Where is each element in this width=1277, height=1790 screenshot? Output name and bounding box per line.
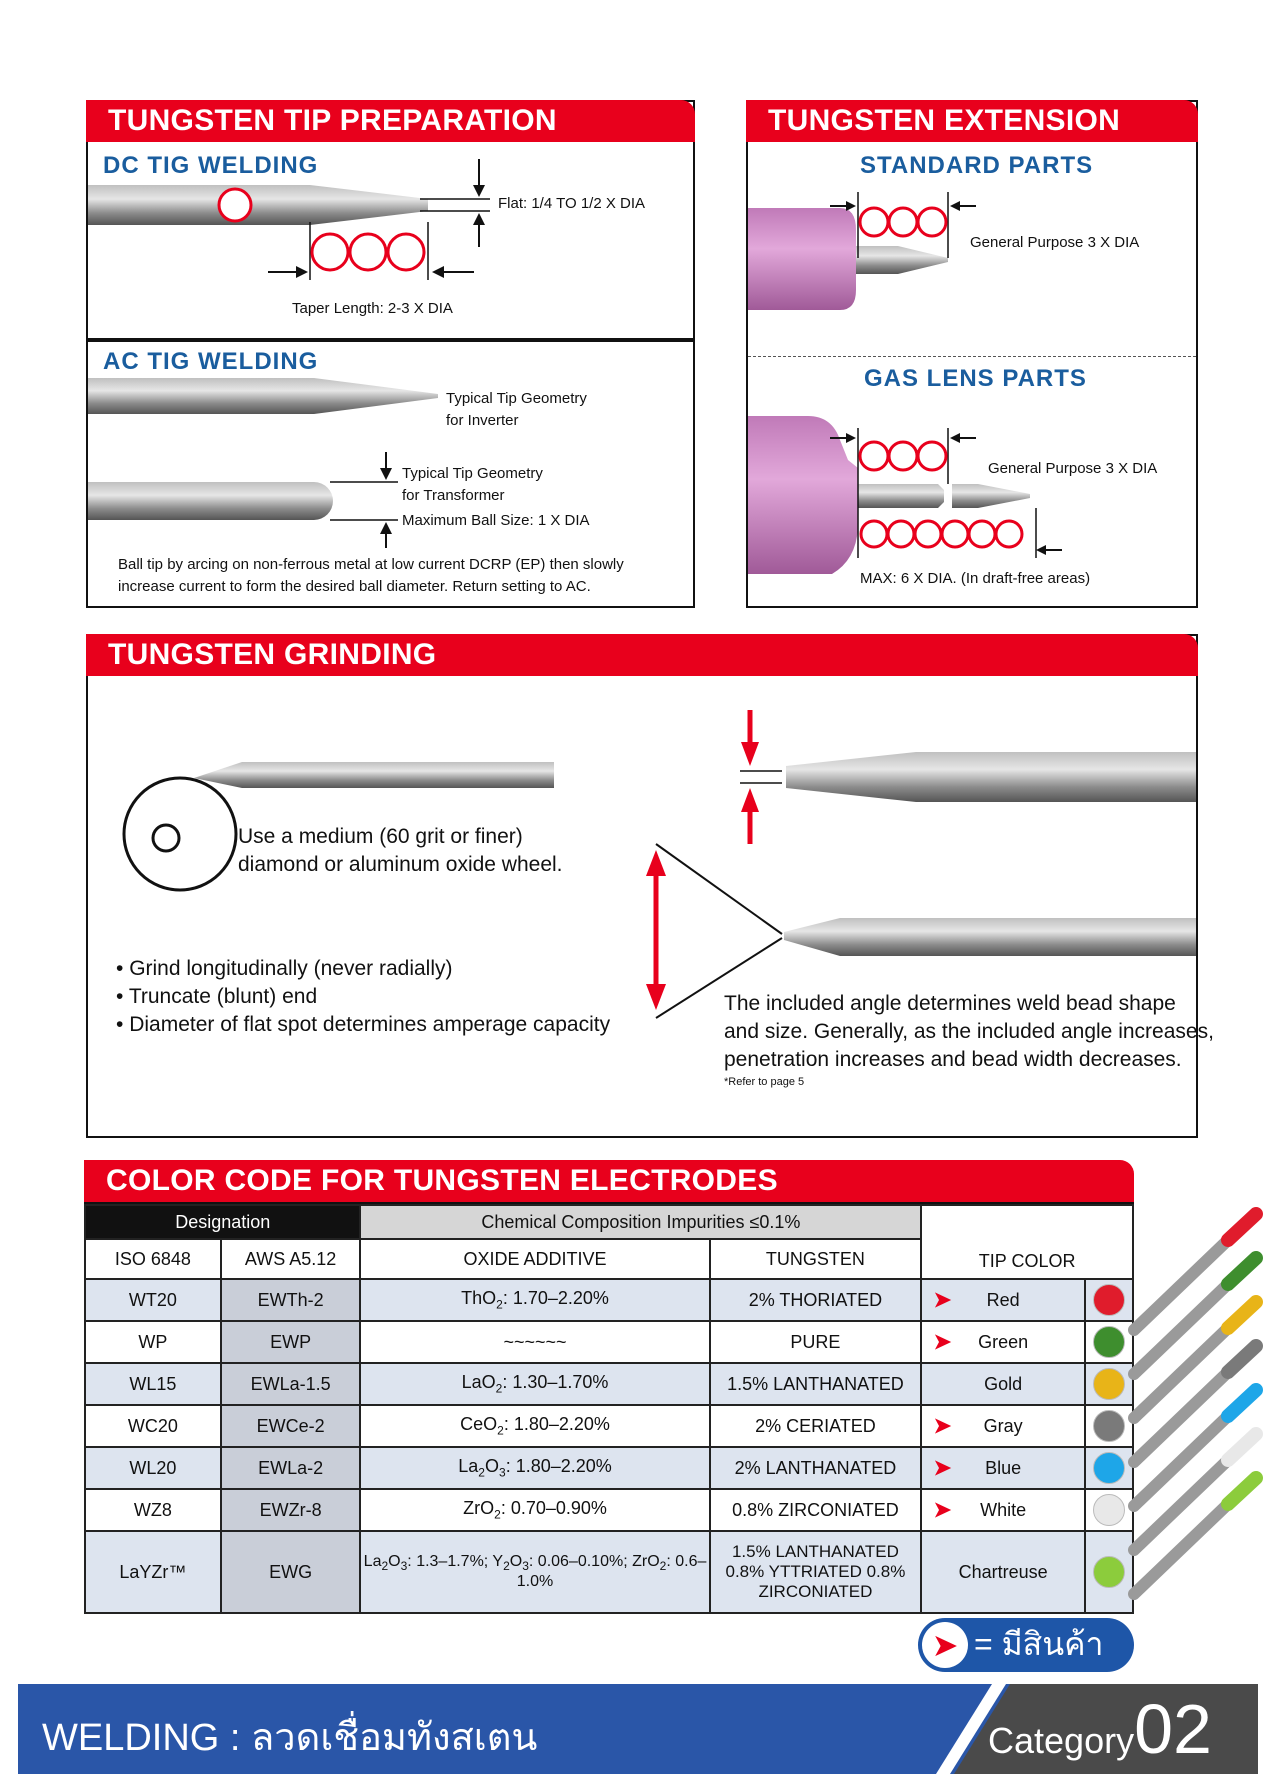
ac-inverter-label-2: for Inverter: [446, 412, 519, 429]
electrode-rod: [1134, 1504, 1228, 1594]
tip-color-label: Chartreuse: [958, 1561, 1048, 1582]
tip-color-header: [921, 1205, 1133, 1279]
oxide-cell: CeO$_2$: 1.80–2.20%: [360, 1405, 709, 1447]
gas-lens-title: GAS LENS PARTS: [864, 365, 1087, 392]
tungsten-cell: 1.5% LANTHANATED 0.8% YTTRIATED 0.8% ZIRCONIATED: [710, 1531, 922, 1613]
electrode-rod: [1134, 1284, 1228, 1374]
electrode-rod: [1134, 1460, 1228, 1550]
grinding-bullet-2-text: Truncate (blunt) end: [128, 985, 318, 1008]
electrode-rod-tip: [1228, 1214, 1256, 1240]
angle-text-2: and size. Generally, as the included angle increases,: [724, 1020, 1214, 1043]
tip-color-swatch: [1085, 1489, 1133, 1531]
tip-prep-title: TUNGSTEN TIP PREPARATION: [86, 100, 695, 142]
table-row: [85, 1489, 1133, 1531]
tungsten-cell: 1.5% LANTHANATED: [710, 1363, 922, 1405]
electrode-rod-tip: [1228, 1346, 1256, 1372]
oxide-cell: $La_2O_3$: 1.3–1.7%; $Y_2O_3$: 0.06–0.10%; ZrO$_2$: 0.6–1.0%: [360, 1531, 709, 1613]
tip-color-label: White: [980, 1499, 1027, 1520]
table-row: [85, 1279, 1133, 1321]
aws-cell: EWLa-2: [221, 1447, 361, 1489]
ac-transformer-electrode: [88, 482, 333, 520]
tungsten-cell: 0.8% ZIRCONIATED: [710, 1489, 922, 1531]
aws-cell: EWG: [221, 1531, 361, 1613]
wheel-text-1: Use a medium (60 grit or finer): [238, 825, 523, 848]
tip-color-cell: [921, 1279, 1085, 1321]
color-dot-icon: [1093, 1284, 1125, 1316]
tip-color-label: Green: [978, 1331, 1029, 1352]
available-arrow-icon: ➤: [932, 1496, 953, 1524]
iso-cell: WL15: [85, 1363, 221, 1405]
tip-color-swatch: [1085, 1405, 1133, 1447]
electrode-rod-tip: [1228, 1478, 1256, 1504]
gas-lens-label: General Purpose 3 X DIA: [988, 460, 1158, 477]
flat-spot-diagram: [730, 708, 1196, 848]
iso-header: ISO 6848: [85, 1239, 221, 1279]
legend-text: = มีสินค้า: [974, 1626, 1104, 1662]
tip-color-swatch: [1085, 1321, 1133, 1363]
standard-parts-title: STANDARD PARTS: [860, 152, 1094, 179]
footer-title: WELDING : ลวดเชื่อมทังสเตน: [42, 1717, 538, 1759]
color-dot-icon: [1093, 1494, 1125, 1526]
tip-color-cell: [921, 1489, 1085, 1531]
table-row: [85, 1531, 1133, 1613]
iso-cell: LaYZr™: [85, 1531, 221, 1613]
availability-legend: [918, 1618, 1134, 1672]
electrode-rod: [1134, 1372, 1228, 1462]
table-row: [85, 1363, 1133, 1405]
dc-taper-label: Taper Length: 2-3 X DIA: [292, 300, 453, 317]
tungsten-cell: 2% LANTHANATED: [710, 1447, 922, 1489]
footer-category: [988, 1690, 1212, 1768]
oxide-cell: ZrO$_2$: 0.70–0.90%: [360, 1489, 709, 1531]
electrode-rod: [1134, 1328, 1228, 1418]
standard-dimension: [830, 192, 980, 262]
tip-color-label: Gray: [983, 1415, 1023, 1436]
wheel-text-2: diamond or aluminum oxide wheel.: [238, 853, 563, 876]
tungsten-cell: PURE: [710, 1321, 922, 1363]
electrode-rod-tip: [1228, 1302, 1256, 1328]
electrode-rod-tip: [1228, 1258, 1256, 1284]
electrode-rod-tip: [1228, 1434, 1256, 1460]
legend-arrow-icon: ➤: [922, 1622, 968, 1668]
color-dot-icon: [1093, 1368, 1125, 1400]
color-dot-icon: [1093, 1556, 1125, 1588]
ac-ball-label: Maximum Ball Size: 1 X DIA: [402, 512, 590, 529]
tip-color-label: Blue: [985, 1457, 1022, 1478]
extension-title: TUNGSTEN EXTENSION: [746, 100, 1198, 142]
chem-header: Chemical Composition Impurities ≤0.1%: [360, 1205, 921, 1239]
ac-inverter-label-1: Typical Tip Geometry: [446, 390, 587, 407]
tip-color-cell: [921, 1363, 1085, 1405]
oxide-cell: ~~~~~~: [360, 1321, 709, 1363]
table-row: [85, 1447, 1133, 1489]
color-dot-icon: [1093, 1410, 1125, 1442]
available-arrow-icon: ➤: [932, 1454, 953, 1482]
iso-cell: WT20: [85, 1279, 221, 1321]
tungsten-header: TUNGSTEN: [710, 1239, 922, 1279]
color-code-table: [84, 1204, 1134, 1614]
dc-tig-title: DC TIG WELDING: [103, 152, 319, 179]
tip-color-swatch: [1085, 1363, 1133, 1405]
extension-divider: [748, 356, 1196, 357]
gas-lens-dimension: [830, 428, 1060, 568]
ac-note-2: increase current to form the desired ball diameter. Return setting to AC.: [118, 578, 591, 595]
ac-transformer-label-2: for Transformer: [402, 487, 505, 504]
oxide-header: OXIDE ADDITIVE: [360, 1239, 709, 1279]
gas-lens-max: MAX: 6 X DIA. (In draft-free areas): [860, 570, 1091, 587]
standard-label: General Purpose 3 X DIA: [970, 234, 1140, 251]
tip-color-cell: [921, 1447, 1085, 1489]
ac-ball-arrows: [330, 452, 405, 550]
tip-color-header-text: TIP COLOR: [978, 1251, 1076, 1271]
electrode-rods-illustration: [1128, 1210, 1268, 1580]
grinding-bullet-3-text: Diameter of flat spot determines amperage capacity: [129, 1013, 611, 1036]
color-dot-icon: [1093, 1452, 1125, 1484]
dc-electrode: [88, 185, 428, 225]
aws-cell: EWP: [221, 1321, 361, 1363]
iso-cell: WL20: [85, 1447, 221, 1489]
tungsten-cell: 2% THORIATED: [710, 1279, 922, 1321]
available-arrow-icon: ➤: [932, 1328, 953, 1356]
aws-cell: EWCe-2: [221, 1405, 361, 1447]
available-arrow-icon: ➤: [932, 1412, 953, 1440]
ac-transformer-label-1: Typical Tip Geometry: [402, 465, 543, 482]
ac-inverter-electrode: [88, 378, 438, 414]
grinding-bullet-1: • Grind longitudinally (never radially): [116, 957, 453, 980]
aws-cell: EWLa-1.5: [221, 1363, 361, 1405]
grinding-bullet-3: • Diameter of flat spot determines amperage capacity: [116, 1013, 611, 1036]
tip-color-swatch: [1085, 1279, 1133, 1321]
tungsten-cell: 2% CERIATED: [710, 1405, 922, 1447]
grinding-bullet-1-text: Grind longitudinally (never radially): [129, 957, 453, 980]
color-dot-icon: [1093, 1326, 1125, 1358]
footer-category-number: 02: [1134, 1690, 1212, 1768]
iso-cell: WP: [85, 1321, 221, 1363]
tip-color-cell: [921, 1531, 1085, 1613]
electrode-rod: [1134, 1240, 1228, 1330]
available-arrow-icon: ➤: [932, 1286, 953, 1314]
iso-cell: WZ8: [85, 1489, 221, 1531]
aws-cell: EWTh-2: [221, 1279, 361, 1321]
tip-color-cell: [921, 1405, 1085, 1447]
angle-text-1: The included angle determines weld bead shape: [724, 992, 1176, 1015]
electrode-rod: [1134, 1416, 1228, 1506]
tip-color-cell: [921, 1321, 1085, 1363]
ac-tig-title: AC TIG WELDING: [103, 348, 319, 375]
aws-cell: EWZr-8: [221, 1489, 361, 1531]
ac-divider: [86, 338, 695, 342]
ac-note-1: Ball tip by arcing on non-ferrous metal at low current DCRP (EP) then slowly: [118, 556, 624, 573]
oxide-cell: ThO$_2$: 1.70–2.20%: [360, 1279, 709, 1321]
tip-color-label: Gold: [984, 1373, 1023, 1394]
tip-color-label: Red: [986, 1289, 1020, 1310]
dc-taper-dimension: [268, 222, 478, 282]
grinding-title: TUNGSTEN GRINDING: [86, 634, 1198, 676]
grinding-bullet-2: • Truncate (blunt) end: [116, 985, 318, 1008]
table-row: [85, 1405, 1133, 1447]
tip-color-swatch: [1085, 1531, 1133, 1613]
oxide-cell: LaO$_2$: 1.30–1.70%: [360, 1363, 709, 1405]
aws-header: AWS A5.12: [221, 1239, 361, 1279]
oxide-cell: $La_2O_3$: 1.80–2.20%: [360, 1447, 709, 1489]
electrode-rod-tip: [1228, 1390, 1256, 1416]
dc-flat-label: Flat: 1/4 TO 1/2 X DIA: [498, 195, 646, 212]
iso-cell: WC20: [85, 1405, 221, 1447]
angle-text-3: penetration increases and bead width decreases.: [724, 1048, 1182, 1071]
angle-ref: *Refer to page 5: [724, 1076, 805, 1088]
designation-header: Designation: [85, 1205, 360, 1239]
color-code-title: COLOR CODE FOR TUNGSTEN ELECTRODES: [84, 1160, 1134, 1202]
footer-category-label: Category: [988, 1720, 1135, 1761]
table-row: [85, 1321, 1133, 1363]
tip-color-swatch: [1085, 1447, 1133, 1489]
